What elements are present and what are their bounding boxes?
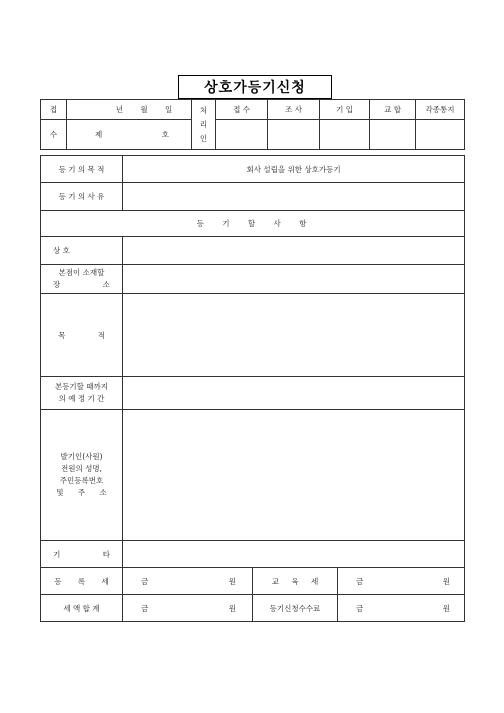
notice-stamp-cell[interactable] bbox=[416, 120, 465, 150]
month-label: 월 bbox=[140, 105, 148, 114]
registration-tax-field[interactable]: 금 원 bbox=[123, 568, 253, 595]
hq-location-label: 본점이 소재할 장 소 bbox=[41, 265, 123, 294]
number-suffix: 호 bbox=[161, 130, 169, 139]
collate-header: 교 합 bbox=[370, 100, 416, 120]
day-label: 일 bbox=[165, 105, 173, 114]
number-prefix: 제 bbox=[95, 130, 103, 139]
trade-name-field[interactable] bbox=[123, 237, 465, 265]
object-label: 목 적 bbox=[41, 294, 123, 377]
year-label: 년 bbox=[115, 105, 123, 114]
receipt-table bbox=[40, 99, 465, 150]
period-label: 본등기할 때까지 의 예 정 기 간 bbox=[41, 377, 123, 410]
collate-stamp-cell[interactable] bbox=[370, 120, 416, 150]
receipt-number-cell[interactable] bbox=[67, 120, 192, 150]
hq-location-field[interactable] bbox=[123, 265, 465, 294]
receipt-label-bottom: 수 bbox=[41, 120, 67, 150]
founders-field[interactable] bbox=[123, 410, 465, 541]
reason-field[interactable] bbox=[123, 183, 465, 211]
application-form-table bbox=[40, 155, 465, 622]
filing-fee-label: 등기신청수수료 bbox=[253, 595, 338, 622]
trade-name-label: 상 호 bbox=[41, 237, 123, 265]
purpose-label: 등 기 의 목 적 bbox=[41, 156, 123, 183]
page-title: 상호가등기신청 bbox=[178, 75, 332, 99]
entry-stamp-cell[interactable] bbox=[320, 120, 370, 150]
registration-tax-label: 등 록 세 bbox=[41, 568, 123, 595]
tax-total-field[interactable]: 금 원 bbox=[123, 595, 253, 622]
purpose-value[interactable]: 회사 설립을 위한 상호가등기 bbox=[123, 156, 465, 183]
period-field[interactable] bbox=[123, 377, 465, 410]
entry-header: 기 입 bbox=[320, 100, 370, 120]
processor-label: 처 리 인 bbox=[192, 100, 216, 150]
receipt-label-top: 접 bbox=[41, 100, 67, 120]
reason-label: 등 기 의 사 유 bbox=[41, 183, 123, 211]
matters-header: 등 기 할 사 항 bbox=[41, 211, 465, 237]
inspect-stamp-cell[interactable] bbox=[268, 120, 320, 150]
other-field[interactable] bbox=[123, 541, 465, 568]
filing-fee-field[interactable]: 금 원 bbox=[338, 595, 465, 622]
receipt-date-cell[interactable] bbox=[67, 100, 192, 120]
education-tax-field[interactable]: 금 원 bbox=[338, 568, 465, 595]
founders-label: 발기인(사원) 전원의 성명, 주민등록번호 및 주 소 bbox=[41, 410, 123, 541]
object-field[interactable] bbox=[123, 294, 465, 377]
other-label: 기 타 bbox=[41, 541, 123, 568]
notice-header: 각종통지 bbox=[416, 100, 465, 120]
receipt-header: 접 수 bbox=[216, 100, 268, 120]
tax-total-label: 세 액 합 계 bbox=[41, 595, 123, 622]
education-tax-label: 교 육 세 bbox=[253, 568, 338, 595]
receipt-stamp-cell[interactable] bbox=[216, 120, 268, 150]
inspect-header: 조 사 bbox=[268, 100, 320, 120]
